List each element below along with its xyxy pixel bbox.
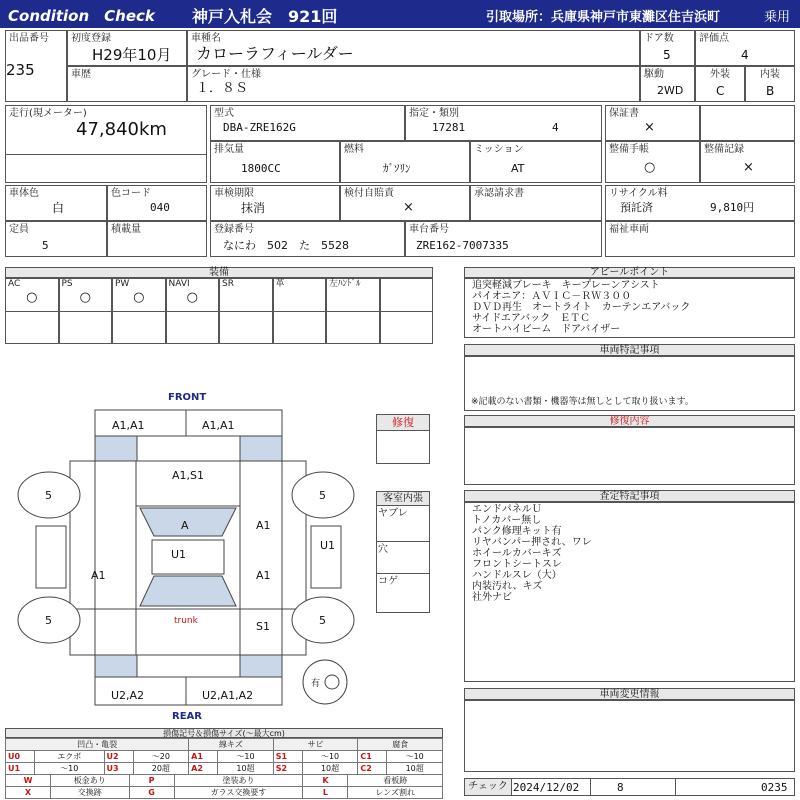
record-value: × xyxy=(743,160,754,175)
equipment-divider xyxy=(167,311,219,312)
legend-desc: 板金あり xyxy=(51,775,130,787)
chassis-label: 車台番号 xyxy=(409,224,449,235)
score-value: 4 xyxy=(741,48,749,62)
legend-desc: 〜10 xyxy=(218,751,274,763)
history-label: 車歴 xyxy=(71,69,91,80)
legend-group: サビ xyxy=(273,739,358,751)
pickup-location: 引取場所：兵庫県神戸市東灘区住吉浜町 xyxy=(486,10,721,25)
model-label: 型式 xyxy=(214,108,234,119)
equipment-divider xyxy=(6,311,58,312)
equipment-divider xyxy=(60,311,112,312)
legend-code: C2 xyxy=(358,763,387,775)
chassis-value: ZRE162-7007335 xyxy=(416,239,509,252)
autoweigh-label: 検付自賠責 xyxy=(344,188,394,199)
equipment-item-navi xyxy=(166,278,220,344)
legend-desc: ガラス交換要す xyxy=(174,787,303,799)
check-label: チェック xyxy=(465,779,512,795)
autoweigh-value: × xyxy=(403,200,414,215)
grade-value: １．８Ｓ xyxy=(196,81,249,96)
equipment-divider xyxy=(274,311,326,312)
displacement-label: 排気量 xyxy=(214,144,244,155)
legend-group: 腐食 xyxy=(358,739,443,751)
equipment-item-ps xyxy=(59,278,113,344)
grade-label: グレード・仕様 xyxy=(191,69,261,80)
int-value: B xyxy=(766,84,775,98)
category-number: 4 xyxy=(552,121,559,134)
equipment-label: SR xyxy=(222,279,234,289)
ext-label: 外装 xyxy=(710,69,730,80)
brand-title: Condition Check xyxy=(8,7,155,25)
equipment-item-sr xyxy=(219,278,273,344)
legend-code: S2 xyxy=(273,763,302,775)
right-mirror xyxy=(311,526,341,588)
left-mirror xyxy=(36,526,66,588)
interior-item-hole: 穴 xyxy=(378,544,388,555)
equipment-label: 左ﾊﾝﾄﾞﾙ xyxy=(329,279,361,289)
manual-label: 整備手帳 xyxy=(609,144,649,155)
mark-right-door-front: A1 xyxy=(256,519,271,532)
ext-cell xyxy=(695,66,745,102)
drive-label: 駆動 xyxy=(644,69,664,80)
footer-code: 0235 xyxy=(761,781,788,794)
first-reg-cell xyxy=(67,30,187,66)
first-reg-label: 初度登録 xyxy=(71,33,111,44)
appeal-box xyxy=(464,278,795,338)
designation-cell xyxy=(405,105,602,141)
equipment-divider xyxy=(113,311,165,312)
assess-text: エンドパネルＵ トノカバー無し パンク修理キット有 リヤバンパー押され、ワレ ホイールカバーキズ フロントシートスレ ハンドルスレ（大） 内装汚れ、キズ 社外ナビ xyxy=(472,504,592,603)
approval-label: 承認請求書 xyxy=(474,188,524,199)
autoweigh-cell xyxy=(340,185,470,221)
lot-cell xyxy=(5,30,67,102)
doors-cell xyxy=(640,30,695,66)
legend-desc: 交換跡 xyxy=(51,787,130,799)
equipment-divider xyxy=(220,311,272,312)
front-label: FRONT xyxy=(168,392,207,403)
color-label: 車体色 xyxy=(9,188,39,199)
mark-trunk: trunk xyxy=(174,616,198,626)
capacity-label: 定員 xyxy=(9,224,29,235)
mileage-label: 走行(現メーター) xyxy=(9,108,87,119)
chassis-cell xyxy=(405,221,602,257)
equipment-label: NAVI xyxy=(168,279,190,289)
footer-divider-1 xyxy=(590,779,591,795)
hood-panel xyxy=(136,461,240,506)
designation-label: 指定・類別 xyxy=(409,108,459,119)
mark-rear-right-bumper: U2,A1,A2 xyxy=(202,689,254,702)
mark-roof: U1 xyxy=(171,548,187,561)
legend-desc: 塗装あり xyxy=(174,775,303,787)
legend-code: W xyxy=(6,775,51,787)
assess-box xyxy=(464,502,795,682)
rear-label: REAR xyxy=(172,711,202,722)
legend-desc: レンズ割れ xyxy=(348,787,443,799)
car-name-label: 車種名 xyxy=(191,33,221,44)
mark-front-left: A1,A1 xyxy=(112,419,145,432)
legend-desc: 看板跡 xyxy=(348,775,443,787)
equipment-divider xyxy=(327,311,379,312)
roof-panel xyxy=(152,540,224,574)
regno-label: 登録番号 xyxy=(214,224,254,235)
repair-detail-box xyxy=(464,427,795,485)
record-cell xyxy=(700,141,795,183)
color-cell xyxy=(5,185,107,221)
legend-desc: 10超 xyxy=(387,763,443,775)
repair-label: 修復 xyxy=(377,415,429,431)
warranty-value: × xyxy=(644,120,655,135)
footer-divider-2 xyxy=(675,779,676,795)
lot-label: 出品番号 xyxy=(9,33,49,44)
legend-damage xyxy=(5,738,443,775)
spare-tire-hub xyxy=(325,675,339,689)
rear-window xyxy=(140,576,236,606)
legend-code: C1 xyxy=(358,751,387,763)
regno-cell xyxy=(210,221,405,257)
mission-value: AT xyxy=(511,162,525,175)
appeal-title: アピールポイント xyxy=(464,267,795,278)
legend-desc: 20超 xyxy=(133,763,189,775)
car-diagram xyxy=(0,400,375,710)
displacement-value: 1800CC xyxy=(241,162,281,175)
mark-left-door: A1 xyxy=(91,569,106,582)
manual-value: ○ xyxy=(644,160,656,175)
equipment-divider xyxy=(381,311,433,312)
equipment-value: ○ xyxy=(133,290,145,305)
legend-code: G xyxy=(129,787,174,799)
car-name: カローラフィールダー xyxy=(196,44,354,63)
interior-divider-2 xyxy=(377,573,429,574)
mission-cell xyxy=(470,141,602,183)
interior-divider-1 xyxy=(377,541,429,542)
equipment-grid xyxy=(5,278,433,344)
color-value: 白 xyxy=(52,201,65,215)
drive-cell xyxy=(640,66,695,102)
mark-spare: 有 xyxy=(311,679,321,689)
grade-cell xyxy=(187,66,640,102)
mileage-value: 47,840km xyxy=(76,119,167,140)
legend-code: S1 xyxy=(273,751,302,763)
warranty-label: 保証書 xyxy=(609,108,639,119)
equipment-value: ○ xyxy=(79,290,91,305)
recycle-status: 預託済 xyxy=(620,201,653,214)
capacity-value: 5 xyxy=(42,239,49,252)
legend-desc: 10超 xyxy=(218,763,274,775)
equipment-label: PW xyxy=(115,279,130,289)
score-label: 評価点 xyxy=(699,33,729,44)
int-cell xyxy=(745,66,795,102)
doors-value: 5 xyxy=(663,48,671,62)
legend-title: 損傷記号＆損傷サイズ(〜最大cm) xyxy=(5,728,443,738)
car-name-cell xyxy=(187,30,640,66)
int-label: 内装 xyxy=(760,69,780,80)
doors-label: ドア数 xyxy=(644,33,674,44)
mileage-divider xyxy=(6,154,206,155)
repair-detail-title: 修復内容 xyxy=(464,415,795,427)
legend-desc: 〜10 xyxy=(35,763,105,775)
mark-tire-fr: 5 xyxy=(319,489,326,502)
color-code-cell xyxy=(107,185,207,221)
legend-code: A1 xyxy=(189,751,218,763)
equipment-label: AC xyxy=(8,279,21,289)
legend-code: P xyxy=(129,775,174,787)
legend-desc: エクボ xyxy=(35,751,105,763)
change-title: 車両変更情報 xyxy=(464,688,795,700)
capacity-cell xyxy=(5,221,107,257)
load-cell xyxy=(107,221,207,257)
mark-tire-fl: 5 xyxy=(45,489,52,502)
equipment-label: 革 xyxy=(275,279,285,289)
legend-desc: 10超 xyxy=(302,763,358,775)
legend-group: 凹凸・亀裂 xyxy=(6,739,189,751)
repair-box xyxy=(376,414,430,464)
welfare-label: 福祉車両 xyxy=(609,224,649,235)
legend-code: U1 xyxy=(6,763,35,775)
legend-code: U2 xyxy=(104,751,133,763)
color-code-label: 色コード xyxy=(111,188,151,199)
legend-desc: 〜10 xyxy=(302,751,358,763)
designation-value: 17281 xyxy=(432,121,466,134)
special-note: ※記載のない書類・機器等は無しとして取り扱います。 xyxy=(471,397,694,407)
legend-code: U0 xyxy=(6,751,35,763)
appeal-text: 追突軽減ブレーキ キープレーンアシスト パイオニア：ＡＶＩＣ－ＲＷ３００ ＤＶＤ再生 オートライト カーテンエアバック サイドエアバック ＥＴＣ オートハイビーム ドアバイザー xyxy=(472,280,691,335)
front-left-light xyxy=(95,436,137,461)
rear-left-light xyxy=(95,655,137,677)
special-title: 車両特記事項 xyxy=(464,344,795,356)
color-code-value: 040 xyxy=(150,201,170,214)
history-cell xyxy=(67,66,187,102)
warranty-cell xyxy=(605,105,700,141)
fuel-cell xyxy=(340,141,470,183)
equipment-value: ○ xyxy=(186,290,198,305)
legend-code: X xyxy=(6,787,51,799)
warranty-blank-cell xyxy=(700,105,795,141)
equipment-item-左ﾊﾝﾄﾞﾙ xyxy=(326,278,380,344)
equipment-item-革 xyxy=(273,278,327,344)
legend-code: U3 xyxy=(104,763,133,775)
equipment-item-ac xyxy=(5,278,59,344)
mark-rear-left-bumper: U2,A2 xyxy=(111,689,145,702)
equipment-label: PS xyxy=(61,279,73,289)
mark-hood: A1,S1 xyxy=(172,469,205,482)
check-date: 2024/12/02 xyxy=(513,781,580,794)
footer-bar xyxy=(464,778,795,796)
interior-box xyxy=(376,491,430,613)
welfare-cell xyxy=(605,221,795,257)
equipment-item-pw xyxy=(112,278,166,344)
interior-item-tear: ヤブレ xyxy=(378,508,408,519)
mark-tire-rl: 5 xyxy=(45,614,52,627)
left-side-panel xyxy=(70,461,136,609)
mark-rear-right: S1 xyxy=(256,620,270,633)
rear-right-light xyxy=(240,655,282,677)
fuel-label: 燃料 xyxy=(344,144,364,155)
inspection-value: 抹消 xyxy=(241,201,266,215)
change-box xyxy=(464,700,795,772)
checker-id: 8 xyxy=(617,781,624,794)
front-right-light xyxy=(240,436,282,461)
inspection-cell xyxy=(210,185,340,221)
interior-item-burn: コゲ xyxy=(378,576,398,587)
header-bar xyxy=(0,0,800,28)
record-label: 整備記録 xyxy=(704,144,744,155)
equipment-item-blank xyxy=(380,278,434,344)
legend-desc: 〜10 xyxy=(387,751,443,763)
mark-front-right: A1,A1 xyxy=(202,419,235,432)
equipment-title: 装備 xyxy=(5,267,433,278)
mileage-cell xyxy=(5,105,207,183)
mark-right-door-rear: A1 xyxy=(256,569,271,582)
recycle-label: リサイクル料 xyxy=(609,188,668,199)
recycle-fee: 9,810円 xyxy=(710,201,755,214)
model-value: DBA-ZRE162G xyxy=(223,121,296,134)
legend-repair xyxy=(5,774,443,799)
approval-cell xyxy=(470,185,602,221)
score-cell xyxy=(695,30,795,66)
mark-tire-rr: 5 xyxy=(319,614,326,627)
legend-desc: 〜20 xyxy=(133,751,189,763)
auction-title: 神戸入札会 921回 xyxy=(192,7,338,26)
equipment-value: ○ xyxy=(26,290,38,305)
manual-cell xyxy=(605,141,700,183)
displacement-cell xyxy=(210,141,340,183)
lot-number: 235 xyxy=(6,61,35,79)
load-label: 積載量 xyxy=(111,224,141,235)
ext-value: C xyxy=(716,84,725,98)
interior-label: 客室内張 xyxy=(377,492,429,506)
mark-right-side: U1 xyxy=(320,539,336,552)
drive-value: 2WD xyxy=(657,84,684,97)
regno-value: なにわ 502 た 5528 xyxy=(223,239,349,252)
vehicle-category: 乗用 xyxy=(764,10,791,25)
assess-title: 査定特記事項 xyxy=(464,490,795,502)
legend-group: 線キズ xyxy=(189,739,274,751)
inspection-label: 車検期限 xyxy=(214,188,254,199)
fuel-value: ｶﾞｿﾘﾝ xyxy=(383,162,411,175)
mark-windshield: A xyxy=(181,519,189,532)
mission-label: ミッション xyxy=(474,144,524,155)
special-box xyxy=(464,356,795,411)
model-cell xyxy=(210,105,405,141)
legend-code: A2 xyxy=(189,763,218,775)
first-reg-value: H29年10月 xyxy=(92,46,172,64)
legend-code: L xyxy=(303,787,348,799)
legend-code: K xyxy=(303,775,348,787)
recycle-cell xyxy=(605,185,795,221)
